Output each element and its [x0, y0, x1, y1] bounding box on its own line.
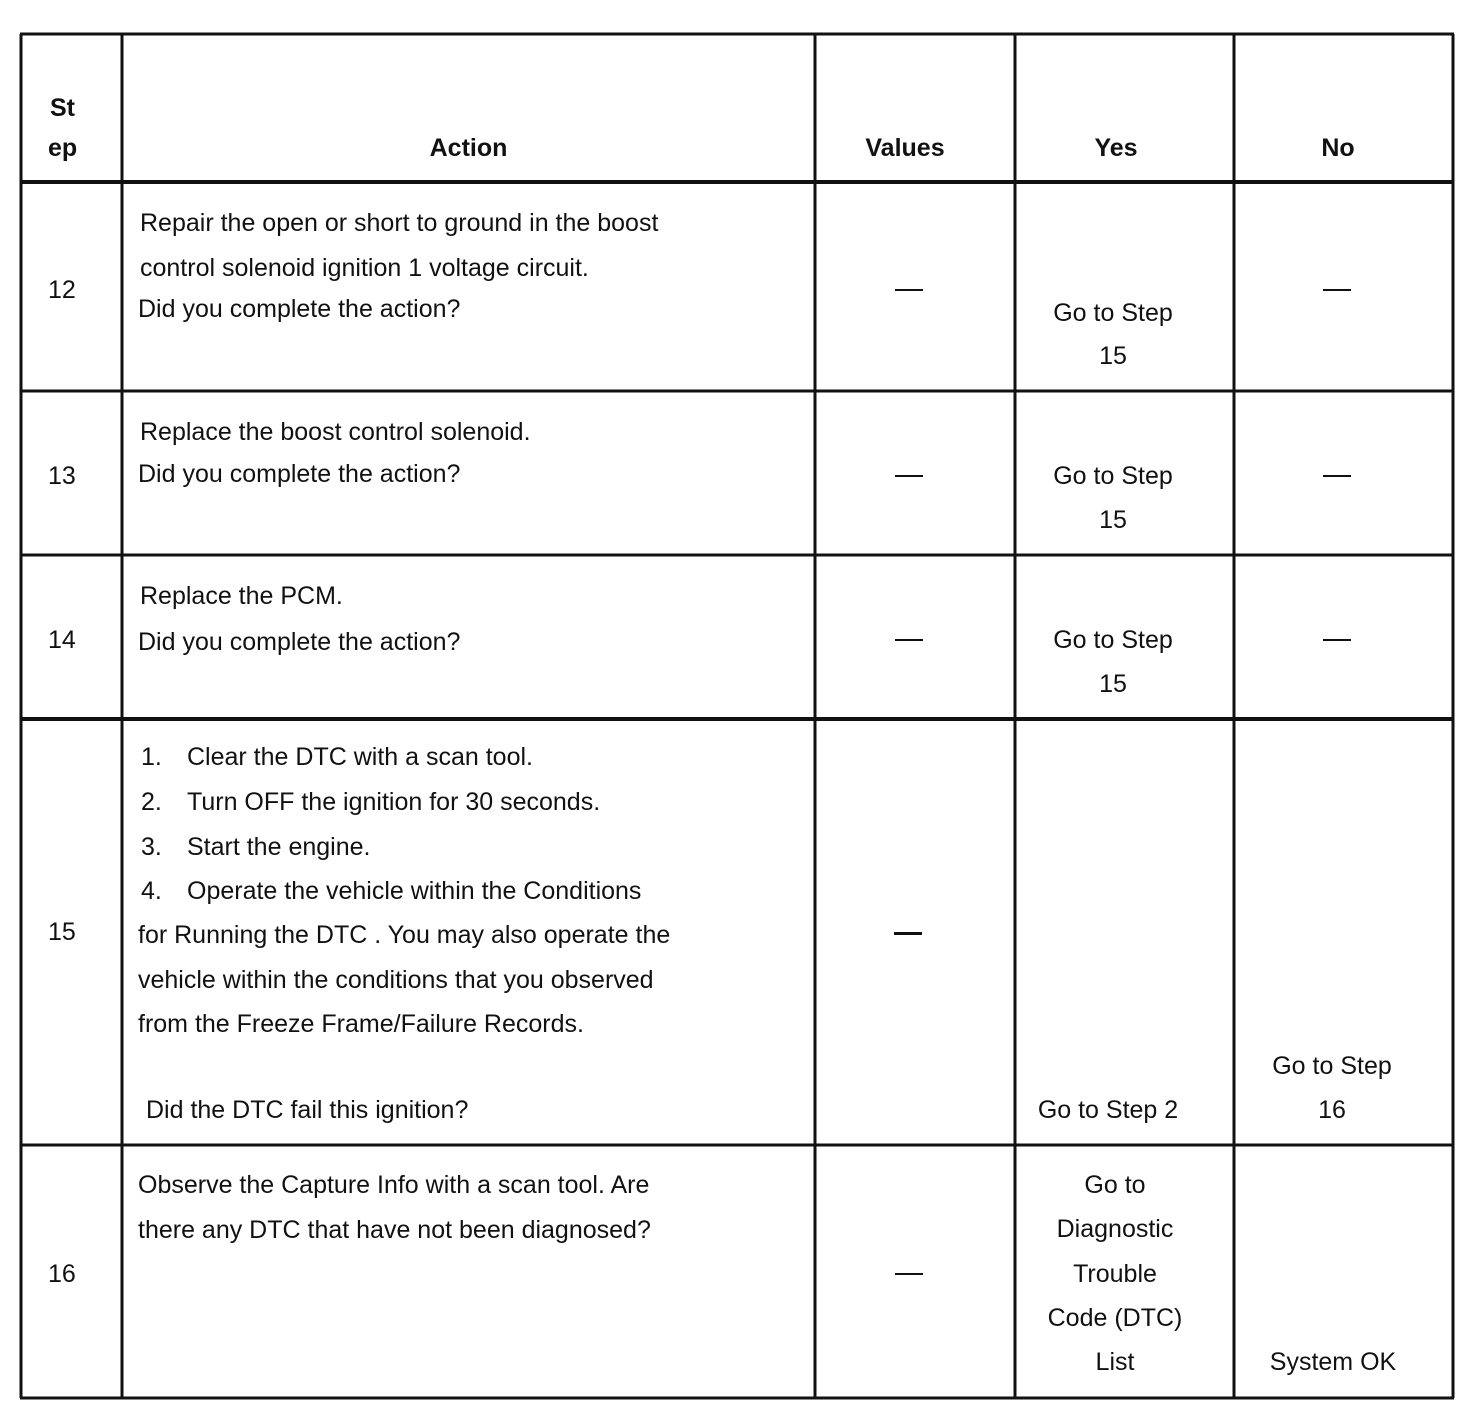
no-dash [1323, 289, 1351, 291]
step-number: 14 [48, 626, 76, 654]
no-system-ok: System OK [1269, 1348, 1397, 1376]
step-number: 16 [48, 1260, 76, 1288]
yes-dtc-list-line: Diagnostic [1056, 1215, 1174, 1243]
yes-step-number: 15 [1099, 506, 1127, 534]
action-text-line: Replace the boost control solenoid. [140, 418, 531, 446]
list-text: Start the engine. [187, 833, 371, 861]
yes-dtc-list-line: Go to [1084, 1171, 1146, 1199]
yes-dtc-list-line: List [1095, 1348, 1135, 1376]
yes-dtc-list-line: Code (DTC) [1047, 1304, 1183, 1332]
action-text-line: there any DTC that have not been diagnosed? [138, 1216, 651, 1244]
action-text-line: for Running the DTC . You may also operate the [138, 921, 671, 949]
yes-dtc-list-line: Trouble [1073, 1260, 1157, 1288]
no-dash [1323, 475, 1351, 477]
list-number: 3. [141, 833, 162, 861]
values-dash [895, 475, 923, 477]
yes-go-to-step: Go to Step [1053, 626, 1173, 654]
action-text-line: Observe the Capture Info with a scan tool. Are [138, 1171, 650, 1199]
header-step-line1: St [50, 94, 75, 122]
step-number: 15 [48, 918, 76, 946]
header-values: Values [865, 134, 945, 162]
action-question: Did you complete the action? [138, 628, 461, 656]
step-number: 12 [48, 276, 76, 304]
values-dash [895, 639, 923, 641]
list-number: 1. [141, 743, 162, 771]
list-text: Turn OFF the ignition for 30 seconds. [187, 788, 601, 816]
yes-go-to-step: Go to Step 2 [1037, 1096, 1179, 1124]
header-no: No [1321, 134, 1355, 162]
list-number: 2. [141, 788, 162, 816]
header-yes: Yes [1094, 134, 1138, 162]
yes-step-number: 15 [1099, 670, 1127, 698]
values-dash [895, 1273, 923, 1275]
yes-step-number: 15 [1099, 342, 1127, 370]
action-question: Did you complete the action? [138, 460, 461, 488]
list-text: Clear the DTC with a scan tool. [187, 743, 533, 771]
action-text-line: vehicle within the conditions that you observed [138, 966, 654, 994]
action-list-item [141, 877, 641, 905]
action-text-line: from the Freeze Frame/Failure Records. [138, 1010, 584, 1038]
values-dash [895, 289, 923, 291]
action-list-item [141, 743, 533, 771]
action-question: Did you complete the action? [138, 295, 461, 323]
action-list-item [141, 833, 370, 861]
action-text-line: control solenoid ignition 1 voltage circuit. [140, 254, 589, 282]
header-step-line2: ep [48, 134, 78, 162]
action-text-line: Repair the open or short to ground in the boost [140, 209, 659, 237]
action-question: Did the DTC fail this ignition? [146, 1096, 469, 1124]
action-list-item [141, 788, 600, 816]
no-dash [1323, 639, 1351, 641]
list-number: 4. [141, 877, 162, 905]
action-text-line: Replace the PCM. [140, 582, 343, 610]
no-go-to-step: Go to Step [1272, 1052, 1392, 1080]
no-step-number: 16 [1318, 1096, 1346, 1124]
yes-go-to-step: Go to Step [1053, 299, 1173, 327]
list-text: Operate the vehicle within the Conditions [187, 877, 642, 905]
values-dash [894, 932, 922, 935]
yes-go-to-step: Go to Step [1053, 462, 1173, 490]
step-number: 13 [48, 462, 76, 490]
header-action: Action [429, 134, 508, 162]
